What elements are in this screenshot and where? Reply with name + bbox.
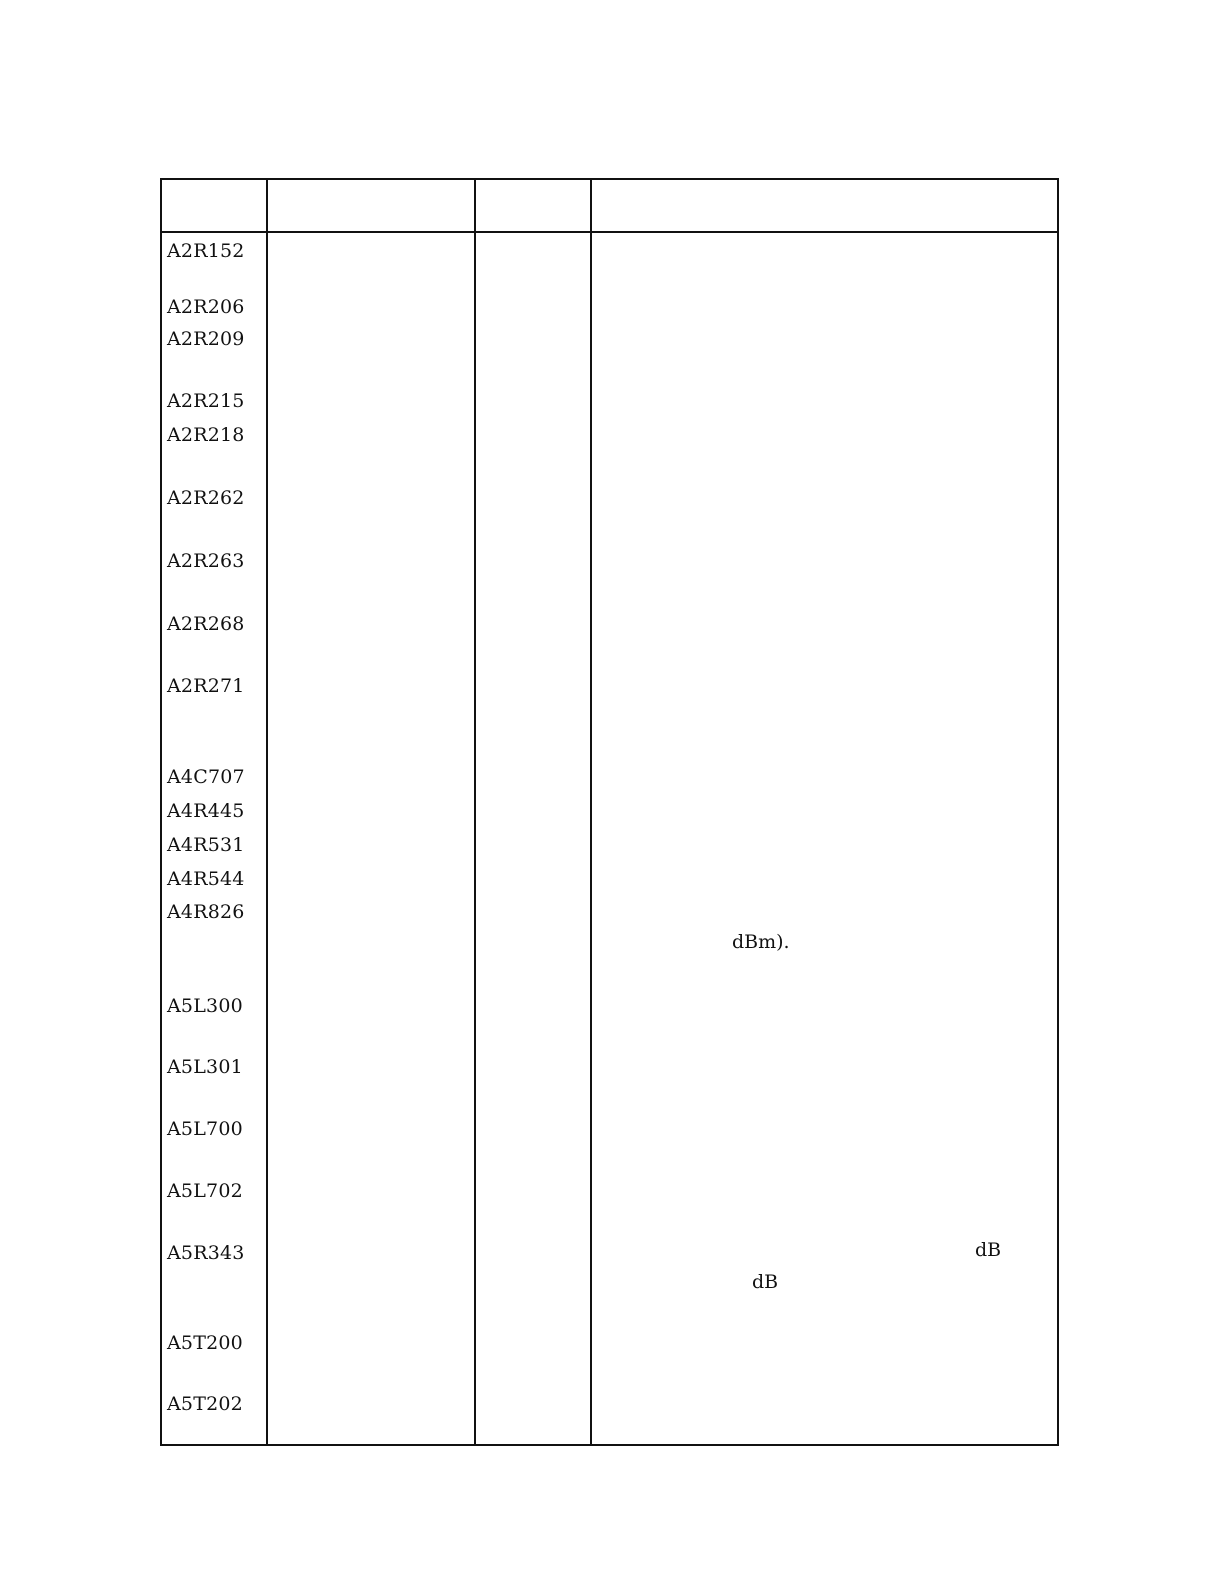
adjustment-table [160,178,1060,1446]
reference-designator: A2R218 [167,424,245,446]
reference-designator: A4R544 [167,868,245,890]
reference-designator: A2R206 [167,296,245,318]
reference-designator: A5L702 [167,1180,243,1202]
reference-column [160,178,265,1446]
description-fragment: dBm). [732,931,790,953]
header-cell-2 [268,180,474,231]
reference-designator: A5L301 [167,1056,243,1078]
reference-designator: A2R215 [167,390,245,412]
reference-designator: A5L700 [167,1118,243,1140]
header-separator [160,231,1059,233]
description-fragment: dB [975,1239,1002,1261]
reference-designator: A2R263 [167,550,245,572]
reference-designator: A5T202 [167,1393,243,1415]
header-cell-3 [476,180,590,231]
reference-designator: A2R209 [167,328,245,350]
table-border-right [1057,178,1059,1444]
reference-designator: A4C707 [167,766,245,788]
column-divider-1 [266,178,268,1446]
reference-designator: A4R445 [167,800,245,822]
reference-designator: A4R826 [167,901,245,923]
reference-designator: A2R268 [167,613,245,635]
table-border-bottom [160,1444,1059,1446]
reference-designator: A5L300 [167,995,243,1017]
description-fragment: dB [752,1271,779,1293]
column-divider-3 [590,178,592,1446]
header-cell-4 [592,180,1057,231]
reference-designator: A5T200 [167,1332,243,1354]
reference-designator: A4R531 [167,834,245,856]
reference-designator: A2R152 [167,240,245,262]
reference-designator: A5R343 [167,1242,245,1264]
reference-designator: A2R262 [167,487,245,509]
reference-designator: A2R271 [167,675,245,697]
column-divider-2 [474,178,476,1446]
